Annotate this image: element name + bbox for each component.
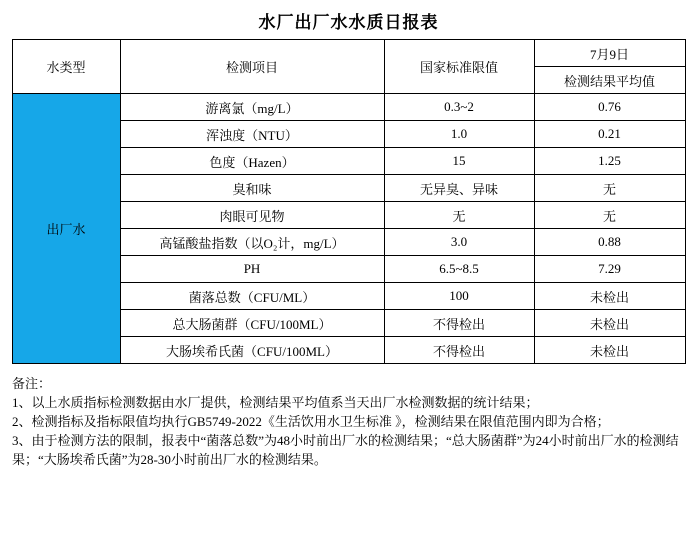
row-result: 未检出 — [534, 310, 685, 337]
row-item: 总大肠菌群（CFU/100ML） — [120, 310, 384, 337]
table-row — [12, 94, 685, 121]
row-result: 无 — [534, 175, 685, 202]
row-result: 无 — [534, 202, 685, 229]
row-standard: 无异臭、异味 — [384, 175, 534, 202]
row-item: 菌落总数（CFU/ML） — [120, 283, 384, 310]
header-water-type: 水类型 — [12, 40, 120, 94]
row-standard: 不得检出 — [384, 337, 534, 364]
row-standard: 0.3~2 — [384, 94, 534, 121]
table-header-row-1 — [12, 40, 685, 67]
row-result: 0.76 — [534, 94, 685, 121]
row-result: 7.29 — [534, 256, 685, 283]
row-standard: 6.5~8.5 — [384, 256, 534, 283]
notes-label: 备注： — [12, 376, 52, 391]
row-item: 肉眼可见物 — [120, 202, 384, 229]
row-item: 高锰酸盐指数（以O₂计，mg/L） — [120, 229, 384, 256]
header-standard: 国家标准限值 — [384, 40, 534, 94]
table-body — [12, 94, 685, 364]
row-item: 浑浊度（NTU） — [120, 121, 384, 148]
header-item: 检测项目 — [120, 40, 384, 94]
row-item: 色度（Hazen） — [120, 148, 384, 175]
row-item: 大肠埃希氏菌（CFU/100ML） — [120, 337, 384, 364]
note-line-1: 1、以上水质指标检测数据由水厂提供，检测结果平均值系当天出厂水检测数据的统计结果； — [12, 395, 539, 410]
row-item: PH — [120, 256, 384, 283]
row-result: 0.21 — [534, 121, 685, 148]
row-standard: 100 — [384, 283, 534, 310]
row-item: 游离氯（mg/L） — [120, 94, 384, 121]
row-standard: 15 — [384, 148, 534, 175]
row-result: 0.88 — [534, 229, 685, 256]
row-standard: 3.0 — [384, 229, 534, 256]
table-header — [12, 40, 685, 94]
header-date: 7月9日 — [534, 40, 685, 67]
header-result-average: 检测结果平均值 — [534, 67, 685, 94]
row-result: 未检出 — [534, 283, 685, 310]
row-standard: 无 — [384, 202, 534, 229]
water-type-value: 出厂水 — [12, 94, 120, 364]
note-line-2: 2、检测指标及指标限值均执行GB5749-2022《生活饮用水卫生标准 》，检测结果在限值范围内即为合格； — [12, 414, 610, 429]
page-title: 水厂出厂水水质日报表 — [258, 13, 439, 32]
note-line-3: 3、由于检测方法的限制，报表中“菌落总数”为48小时前出厂水的检测结果；“总大肠菌群”为24小时前出厂水的检测结果；“大肠埃希氏菌”为28-30小时前出厂水的检测结果。 — [12, 433, 679, 467]
row-result: 未检出 — [534, 337, 685, 364]
row-item: 臭和味 — [120, 175, 384, 202]
row-standard: 不得检出 — [384, 310, 534, 337]
water-quality-table — [12, 39, 686, 364]
row-result: 1.25 — [534, 148, 685, 175]
notes-section — [12, 374, 685, 469]
row-standard: 1.0 — [384, 121, 534, 148]
